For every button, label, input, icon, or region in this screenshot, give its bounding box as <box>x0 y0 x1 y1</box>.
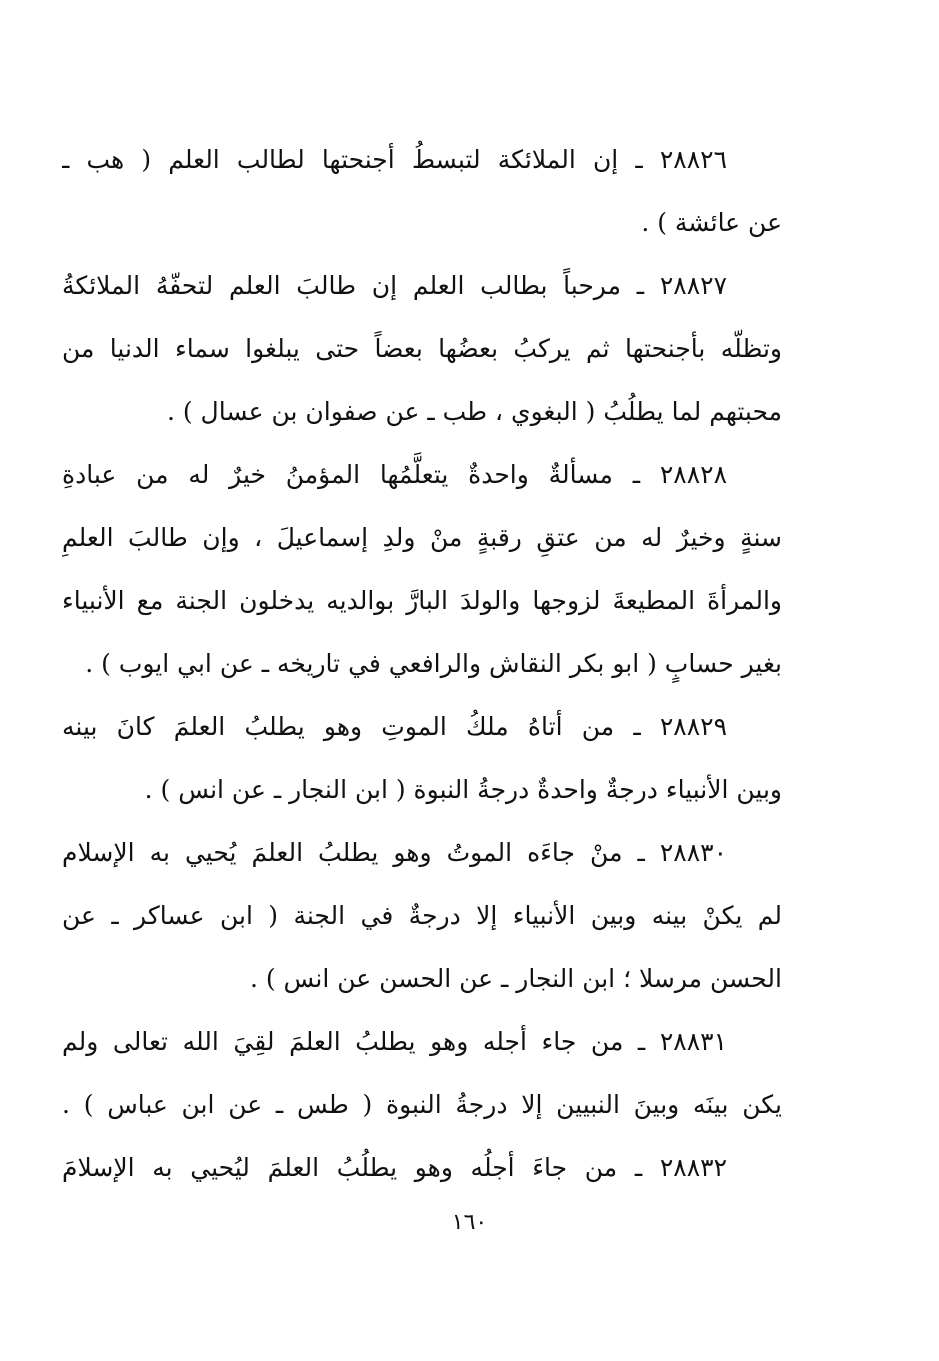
text-line: سنةٍ وخيرٌ له من عتقِ رقبةٍ منْ ولدِ إسماعيلَ ، وإن طالبَ العلمِ <box>62 523 782 552</box>
text-line: محبتهم لما يطلُبُ ( البغوي ، طب ـ عن صفوان بن عسال ) . <box>166 397 782 426</box>
text-line: عن عائشة ) . <box>641 208 782 237</box>
text-line: ٢٨٨٢٨ ـ مسألةٌ واحدةٌ يتعلَّمُها المؤمنُ خيرٌ له من عبادةِ <box>62 460 727 489</box>
hadith-text-block <box>62 128 782 1199</box>
text-line: ٢٨٨٢٦ ـ إن الملائكة لتبسطُ أجنحتها لطالب العلم ( هب ـ <box>62 145 727 174</box>
text-line: والمرأةَ المطيعةَ لزوجها والولدَ البارَّ بوالديه يدخلون الجنة مع الأنبياء <box>62 586 782 615</box>
text-line: ٢٨٨٢٧ ـ مرحباً بطالب العلم إن طالبَ العلم لتحفّهُ الملائكةُ <box>62 271 727 300</box>
page-number: ١٦٠ <box>451 1210 488 1235</box>
text-line: لم يكنْ بينه وبين الأنبياء إلا درجةٌ في الجنة ( ابن عساكر ـ عن <box>62 901 782 930</box>
text-line: ٢٨٨٣٢ ـ من جاءَ أجلُه وهو يطلُبُ العلمَ ليُحيي به الإسلامَ <box>62 1153 727 1182</box>
text-line: يكن بينَه وبينَ النبيين إلا درجةُ النبوة ( طس ـ عن ابن عباس ) . <box>62 1090 782 1119</box>
text-line: ٢٨٨٢٩ ـ من أتاهُ ملكُ الموتِ وهو يطلبُ العلمَ كانَ بينه <box>62 712 727 741</box>
text-line: الحسن مرسلا ؛ ابن النجار ـ عن الحسن عن انس ) . <box>249 964 782 993</box>
text-line: بغير حسابٍ ( ابو بكر النقاش والرافعي في تاريخه ـ عن ابي ايوب ) . <box>85 649 782 678</box>
text-line: وبين الأنبياء درجةٌ واحدةٌ درجةُ النبوة ( ابن النجار ـ عن انس ) . <box>144 775 782 804</box>
text-line: وتظلّه بأجنحتها ثم يركبُ بعضُها بعضاً حتى يبلغوا سماء الدنيا من <box>62 334 782 363</box>
text-line: ٢٨٨٣١ ـ من جاء أجله وهو يطلبُ العلمَ لقِيَ الله تعالى ولم <box>62 1027 727 1056</box>
text-line: ٢٨٨٣٠ ـ منْ جاءَه الموتُ وهو يطلبُ العلمَ يُحيي به الإسلام <box>62 838 727 867</box>
